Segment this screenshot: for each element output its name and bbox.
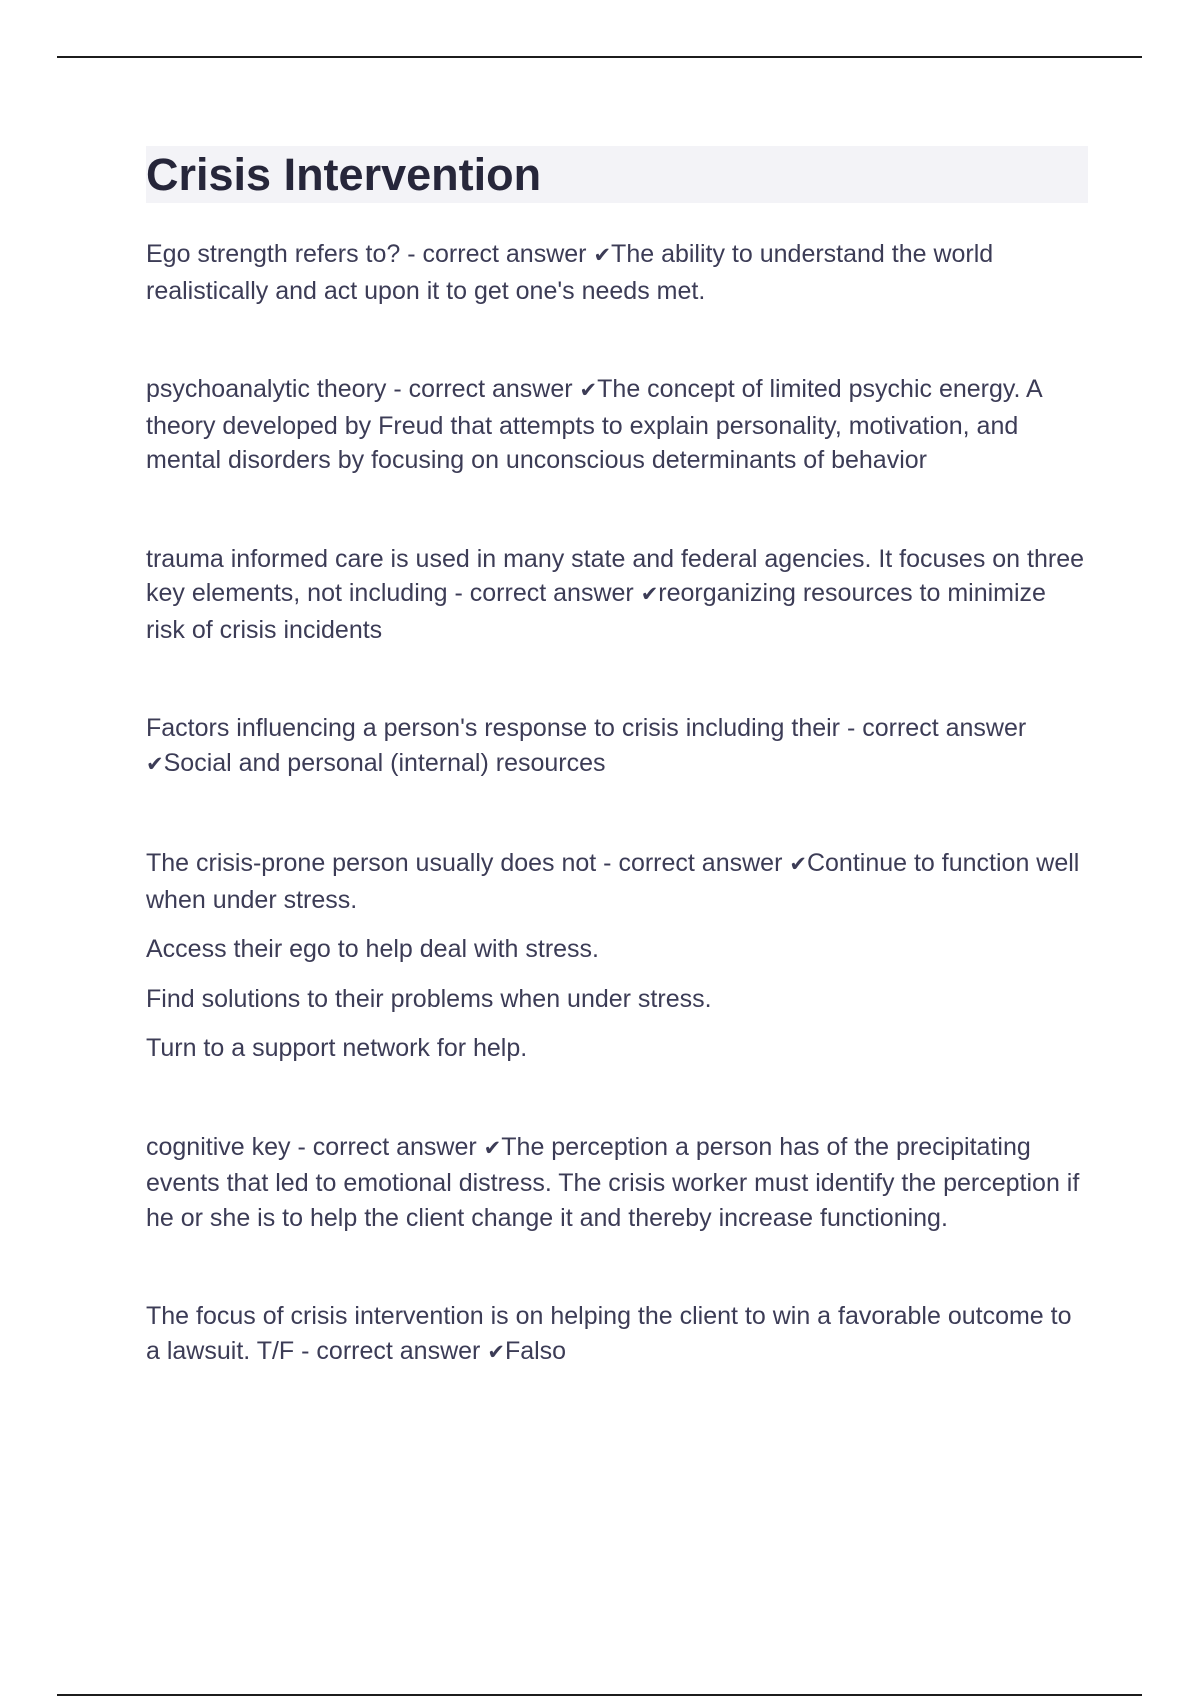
question-text: trauma informed care is used in many state and federal agencies. It focuses on three key elements, not including [146,544,1085,607]
question-text: psychoanalytic theory [146,375,387,403]
answer-label: correct answer [618,849,783,877]
qa-item-crisis-prone-person: The crisis-prone person usually does not - correct answer ✔Continue to function well when under stress. [146,849,1080,914]
answer-text: Falso [504,1336,567,1365]
page-title: Crisis Intervention [146,149,542,200]
option-text: Find solutions to their problems when under stress. [146,984,712,1013]
qa-item-focus-of-crisis-intervention: The focus of crisis intervention is on helping the client to win a favorable outcome to a lawsuit. T/F - correct answer ✔Falso [146,1302,1072,1365]
option-text: Turn to a support network for help. [146,1034,528,1062]
answer-label: correct answer [862,714,1027,742]
option-text: Access their ego to help deal with stress. [146,935,600,963]
check-icon: ✔ [579,379,598,402]
qa-item-trauma-informed-care: trauma informed care is used in many state and federal agencies. It focuses on three key elements, not including - correct answer ✔reorganizing resources to minimize risk of crisis incidents [146,544,1085,644]
answer-label: correct answer [422,240,587,268]
answer-label: correct answer [469,579,634,607]
bottom-rule [57,1694,1142,1696]
answer-label: correct answer [312,1132,477,1161]
answer-text: The concept of limited psychic energy. A theory developed by Freud that attempts to explain personality, motivation, and mental disorders by focusing on unconscious determinants of behavior [146,375,1042,474]
document-body [146,146,1088,1434]
answer-text: Social and personal (internal) resources [163,748,606,777]
question-text: Factors influencing a person's response to crisis including their [146,714,841,742]
question-text: Ego strength refers to? [146,240,401,268]
qa-item-ego-strength: Ego strength refers to? - correct answer ✔The ability to understand the world realistically and act upon it to get one's needs met. [146,240,994,305]
answer-text: reorganizing resources to minimize risk of crisis incidents [146,579,1046,644]
question-text: The crisis-prone person usually does not [146,849,597,877]
check-icon: ✔ [483,1136,502,1160]
answer-text: The perception a person has of the precipitating events that led to emotional distress. The crisis worker must identify the perception if he or she is to help the client change it and thereby increase functioning. [146,1132,1080,1232]
title-bar [146,146,1088,203]
qa-item-psychoanalytic-theory: psychoanalytic theory - correct answer ✔The concept of limited psychic energy. A theory developed by Freud that attempts to explain personality, motivation, and mental disorders by focusing on unconscious determinants of behavior [146,375,1042,474]
answer-text: The ability to understand the world realistically and act upon it to get one's needs met. [146,240,994,305]
check-icon: ✔ [146,752,164,776]
answer-text: Continue to function well when under stress. [146,849,1080,914]
question-text: cognitive key [146,1132,291,1161]
answer-label: correct answer [408,375,573,403]
check-icon: ✔ [640,583,659,606]
check-icon: ✔ [789,853,807,876]
qa-item-cognitive-key: cognitive key - correct answer ✔The perception a person has of the precipitating events that led to emotional distress. The crisis worker must identify the perception if he or she is to help the client change it and thereby increase functioning. [146,1132,1080,1232]
answer-label: correct answer [316,1336,481,1365]
qa-item-factors-influencing: Factors influencing a person's response to crisis including their - correct answer ✔Social and personal (internal) resources [146,714,1027,777]
top-rule [57,56,1142,58]
question-text: The focus of crisis intervention is on helping the client to win a favorable outcome to a lawsuit. T/F [146,1302,1072,1365]
check-icon: ✔ [487,1340,505,1364]
check-icon: ✔ [593,244,612,267]
